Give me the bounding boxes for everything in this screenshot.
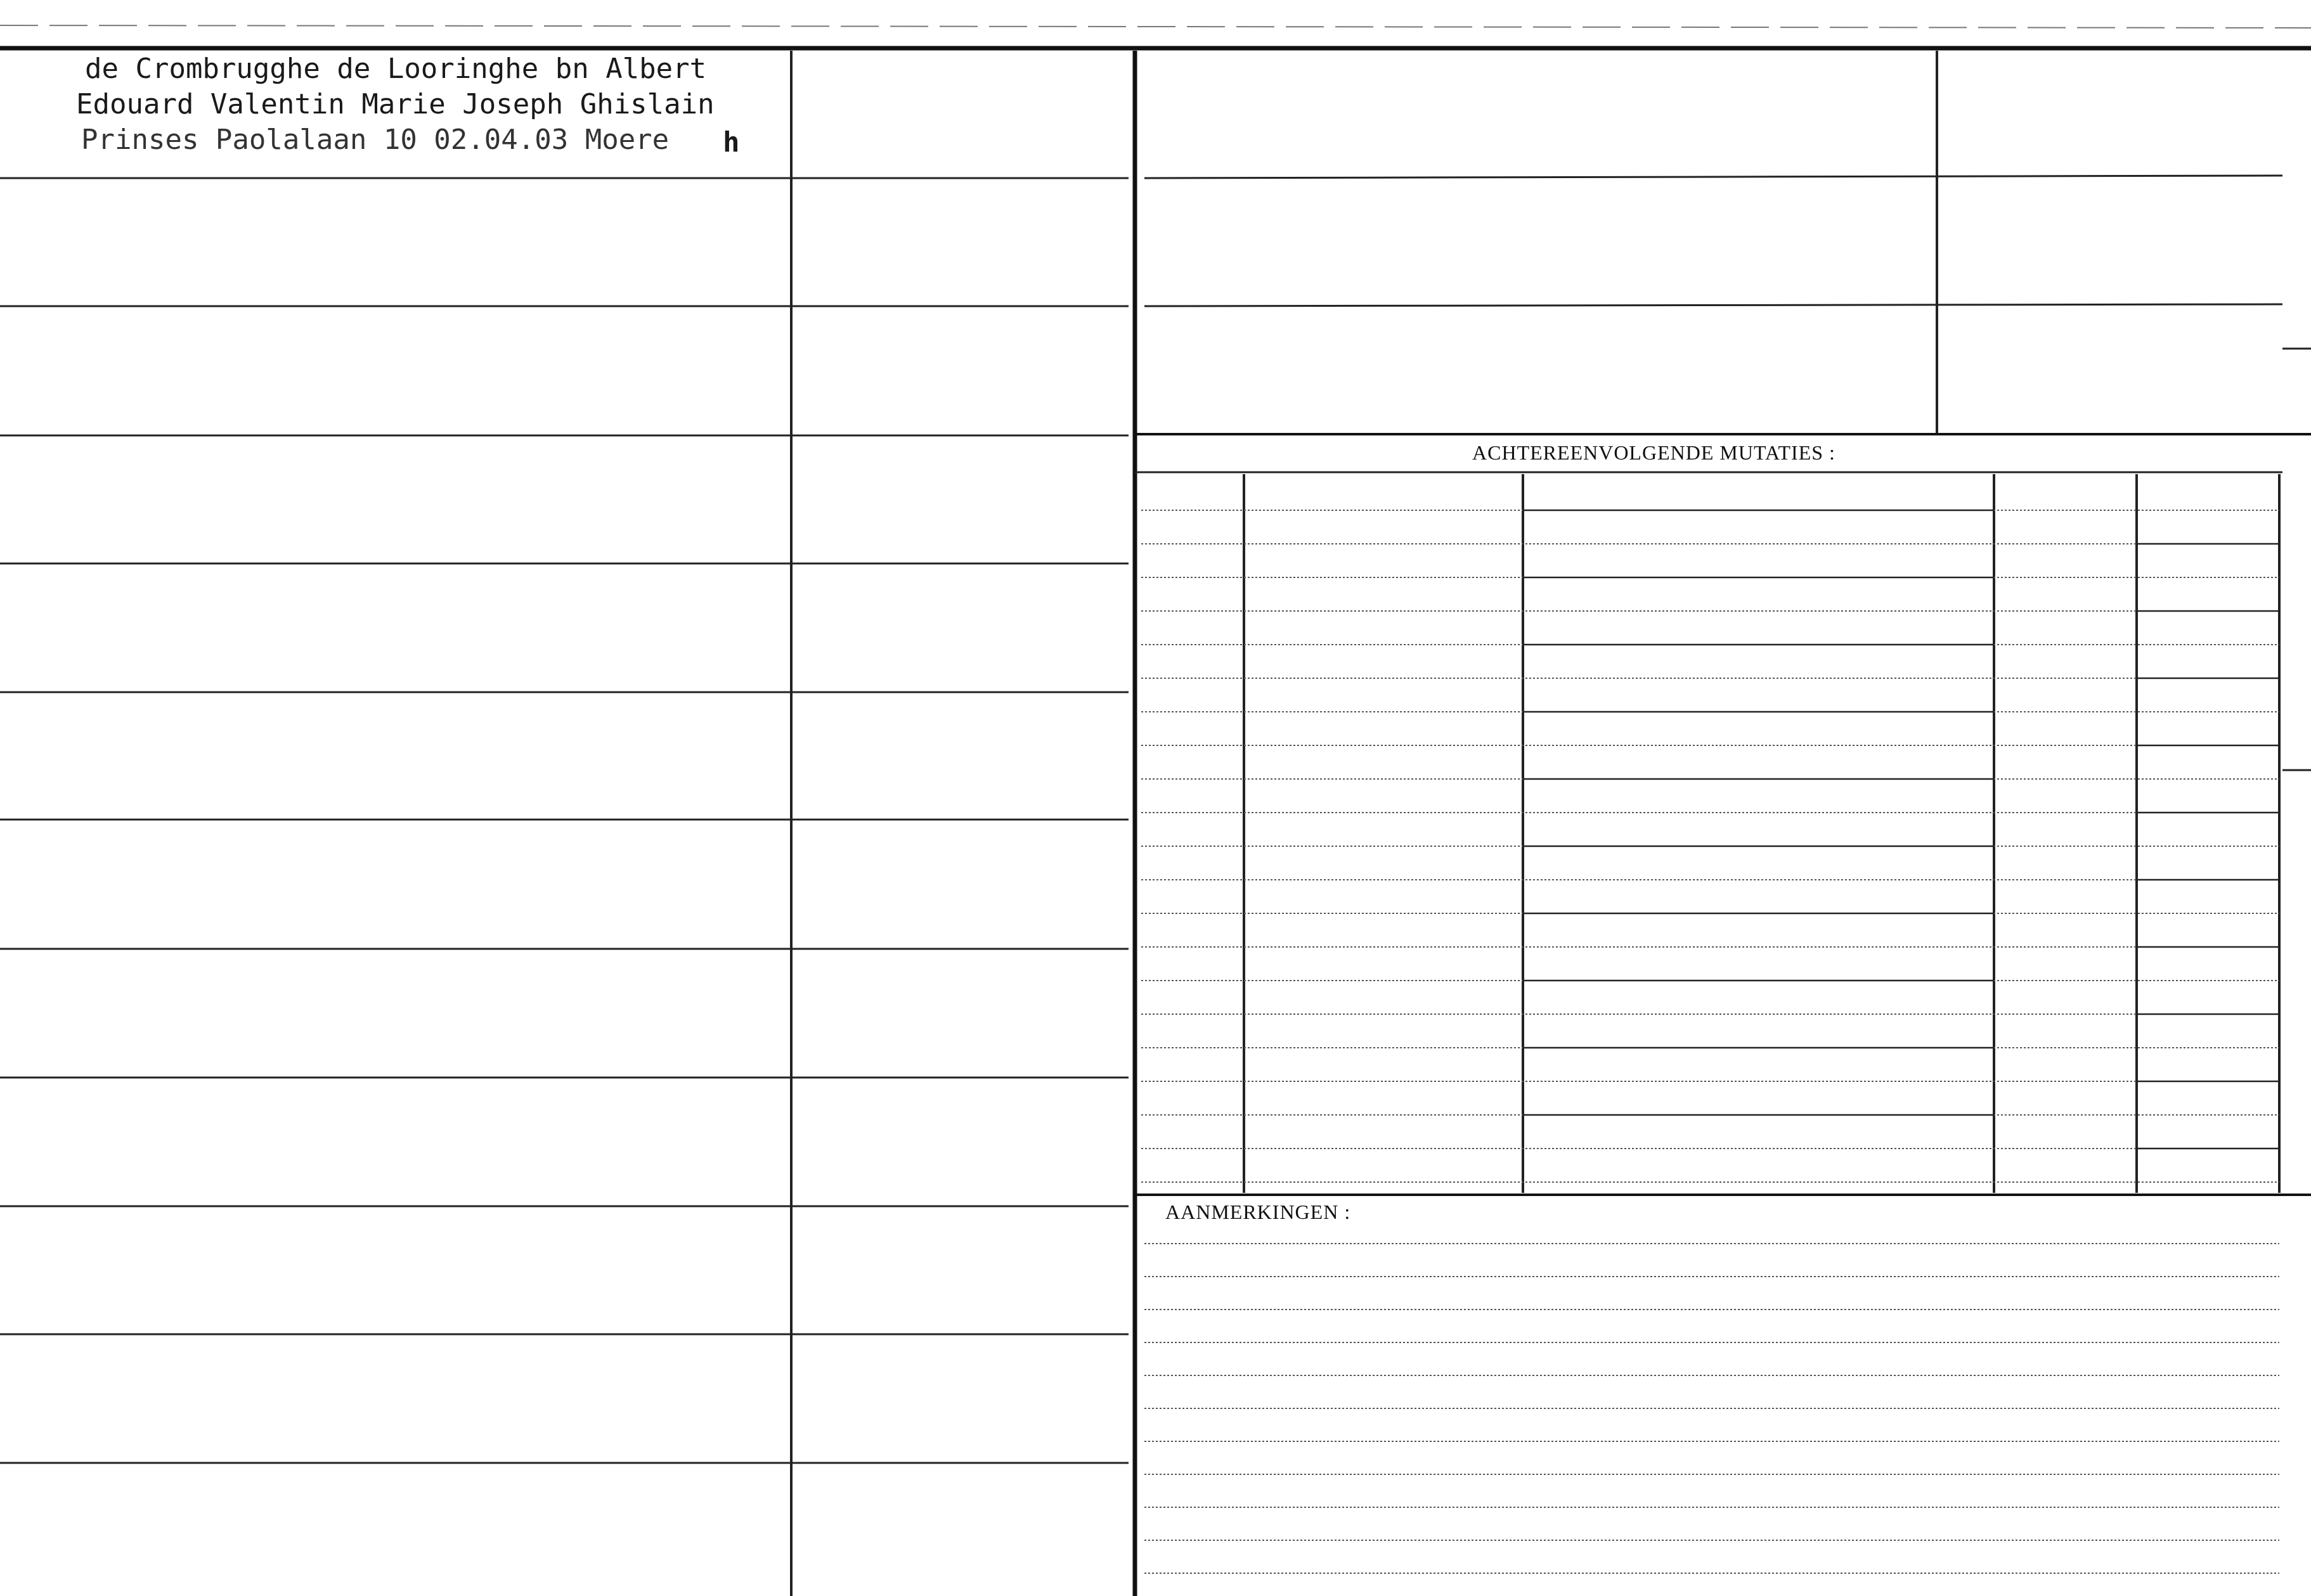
right-top-row-rules <box>1144 176 2282 306</box>
mutations-column-dividers <box>1244 474 2279 1193</box>
gender-code: h <box>723 126 740 158</box>
top-scan-edge <box>0 25 2311 28</box>
remarks-heading: AANMERKINGEN : <box>1165 1200 1351 1223</box>
mutations-heading: ACHTEREENVOLGENDE MUTATIES : <box>1472 441 1835 464</box>
mutations-solid-row-segments <box>1523 510 2279 1149</box>
address-line: Prinses Paolalaan 10 02.04.03 Moere <box>81 124 670 156</box>
left-row-rules <box>0 178 1129 1463</box>
name-line-1: de Crombrugghe de Looringhe bn Albert <box>85 53 707 85</box>
name-line-2: Edouard Valentin Marie Joseph Ghislain <box>76 88 715 120</box>
remarks-dotted-rows <box>1144 1244 2279 1573</box>
